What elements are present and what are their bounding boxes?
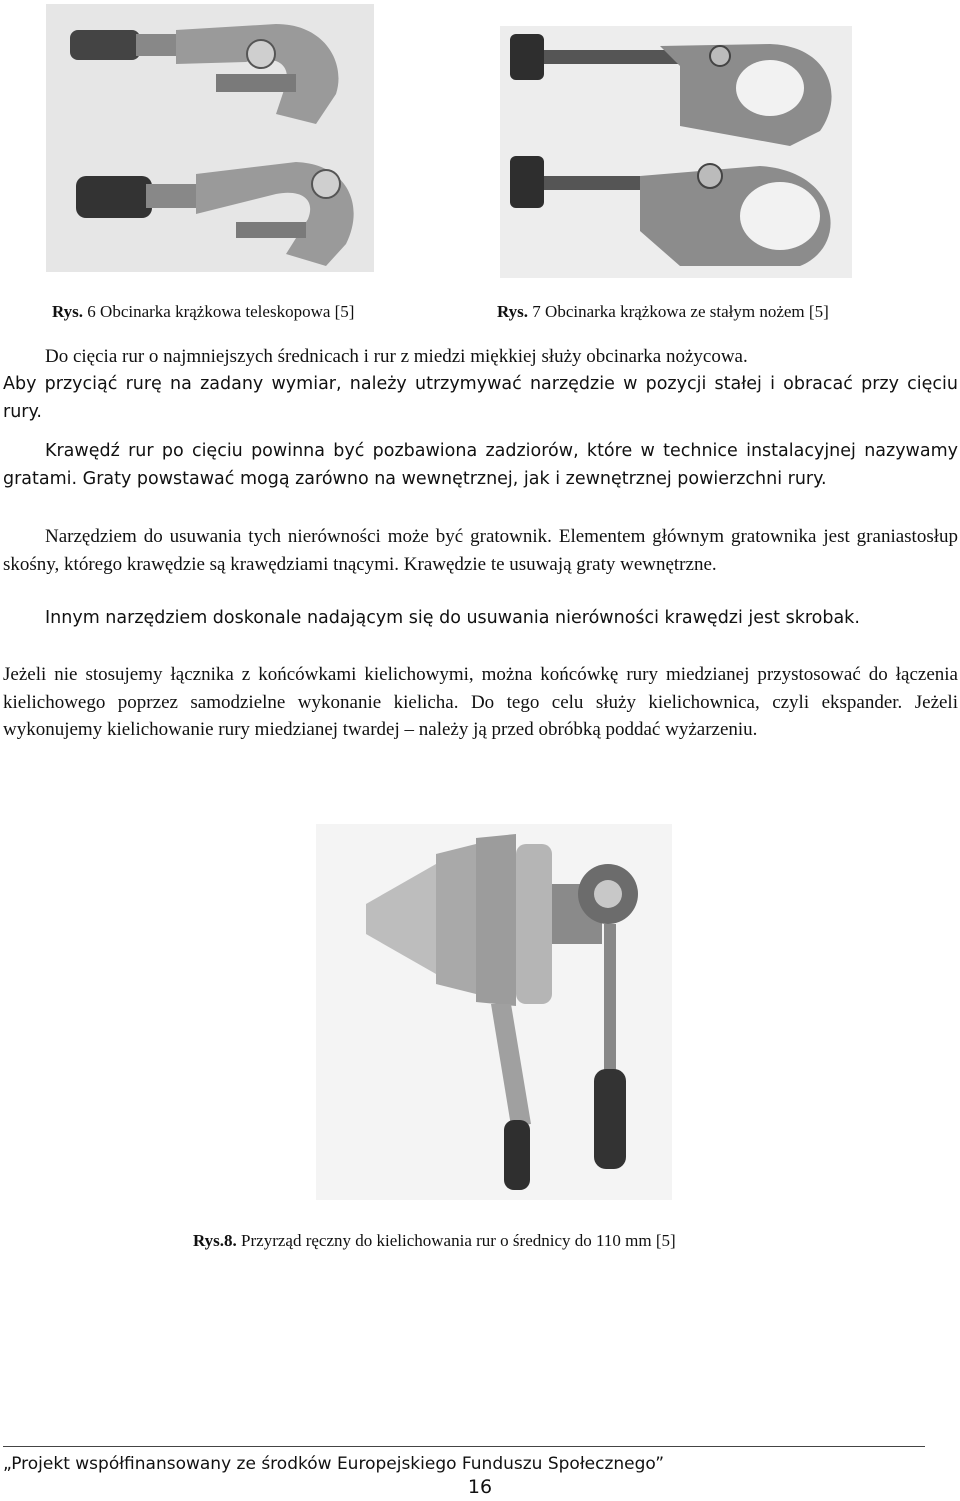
figure-6-label: Rys. (52, 302, 84, 321)
figure-7-image (500, 26, 852, 278)
figure-7-caption (497, 302, 829, 322)
page-number: 16 (467, 1476, 493, 1498)
paragraph-2: Aby przyciąć rurę na zadany wymiar, należy utrzymywać narzędzie w pozycji stałej i obracać przy cięciu rury. (3, 374, 958, 422)
paragraph-1: Do cięcia rur o najmniejszych średnicach i rur z miedzi miękkiej służy obcinarka nożycowa. (45, 346, 748, 367)
figure-8-label: Rys.8. (193, 1231, 237, 1250)
paragraph-5: Innym narzędziem doskonale nadającym się do usuwania nierówności krawędzi jest skrobak. (45, 608, 860, 628)
paragraph-6: Jeżeli nie stosujemy łącznika z końcówkami kielichowymi, można końcówkę rury miedzianej przystosować do łączenia kielichowego poprzez samodzielne wykonanie kielicha. Do tego celu służy kielichownica, czyli ekspander. Jeżeli wykonujemy kielichowanie rury miedzianej twardej – należy ją przed obróbką poddać wyżarzeniu. (3, 664, 958, 740)
figure-8-caption (193, 1231, 676, 1251)
figure-7-text: 7 Obcinarka krążkowa ze stałym nożem [5] (528, 302, 829, 321)
footer-divider (3, 1446, 925, 1447)
figure-6-image (46, 4, 374, 272)
footer-text: „Projekt współfinansowany ze środków Europejskiego Funduszu Społecznego” (3, 1454, 665, 1474)
figure-6-text: 6 Obcinarka krążkowa teleskopowa [5] (83, 302, 355, 321)
paragraph-3: Krawędź rur po cięciu powinna być pozbawiona zadziorów, które w technice instalacyjnej nazywamy gratami. Graty powstawać mogą zarówno na wewnętrznej, jak i zewnętrznej powierzchni rury. (3, 441, 958, 489)
figure-8-image (316, 824, 672, 1200)
figure-7-label: Rys. (497, 302, 529, 321)
figure-8-text: Przyrząd ręczny do kielichowania rur o średnicy do 110 mm [5] (236, 1231, 676, 1250)
figure-6-caption (52, 302, 354, 322)
paragraph-4: Narzędziem do usuwania tych nierówności może być gratownik. Elementem głównym gratownika jest graniastosłup skośny, którego krawędzie są krawędziami tnącymi. Krawędzie te usuwają graty wewnętrzne. (3, 526, 958, 575)
